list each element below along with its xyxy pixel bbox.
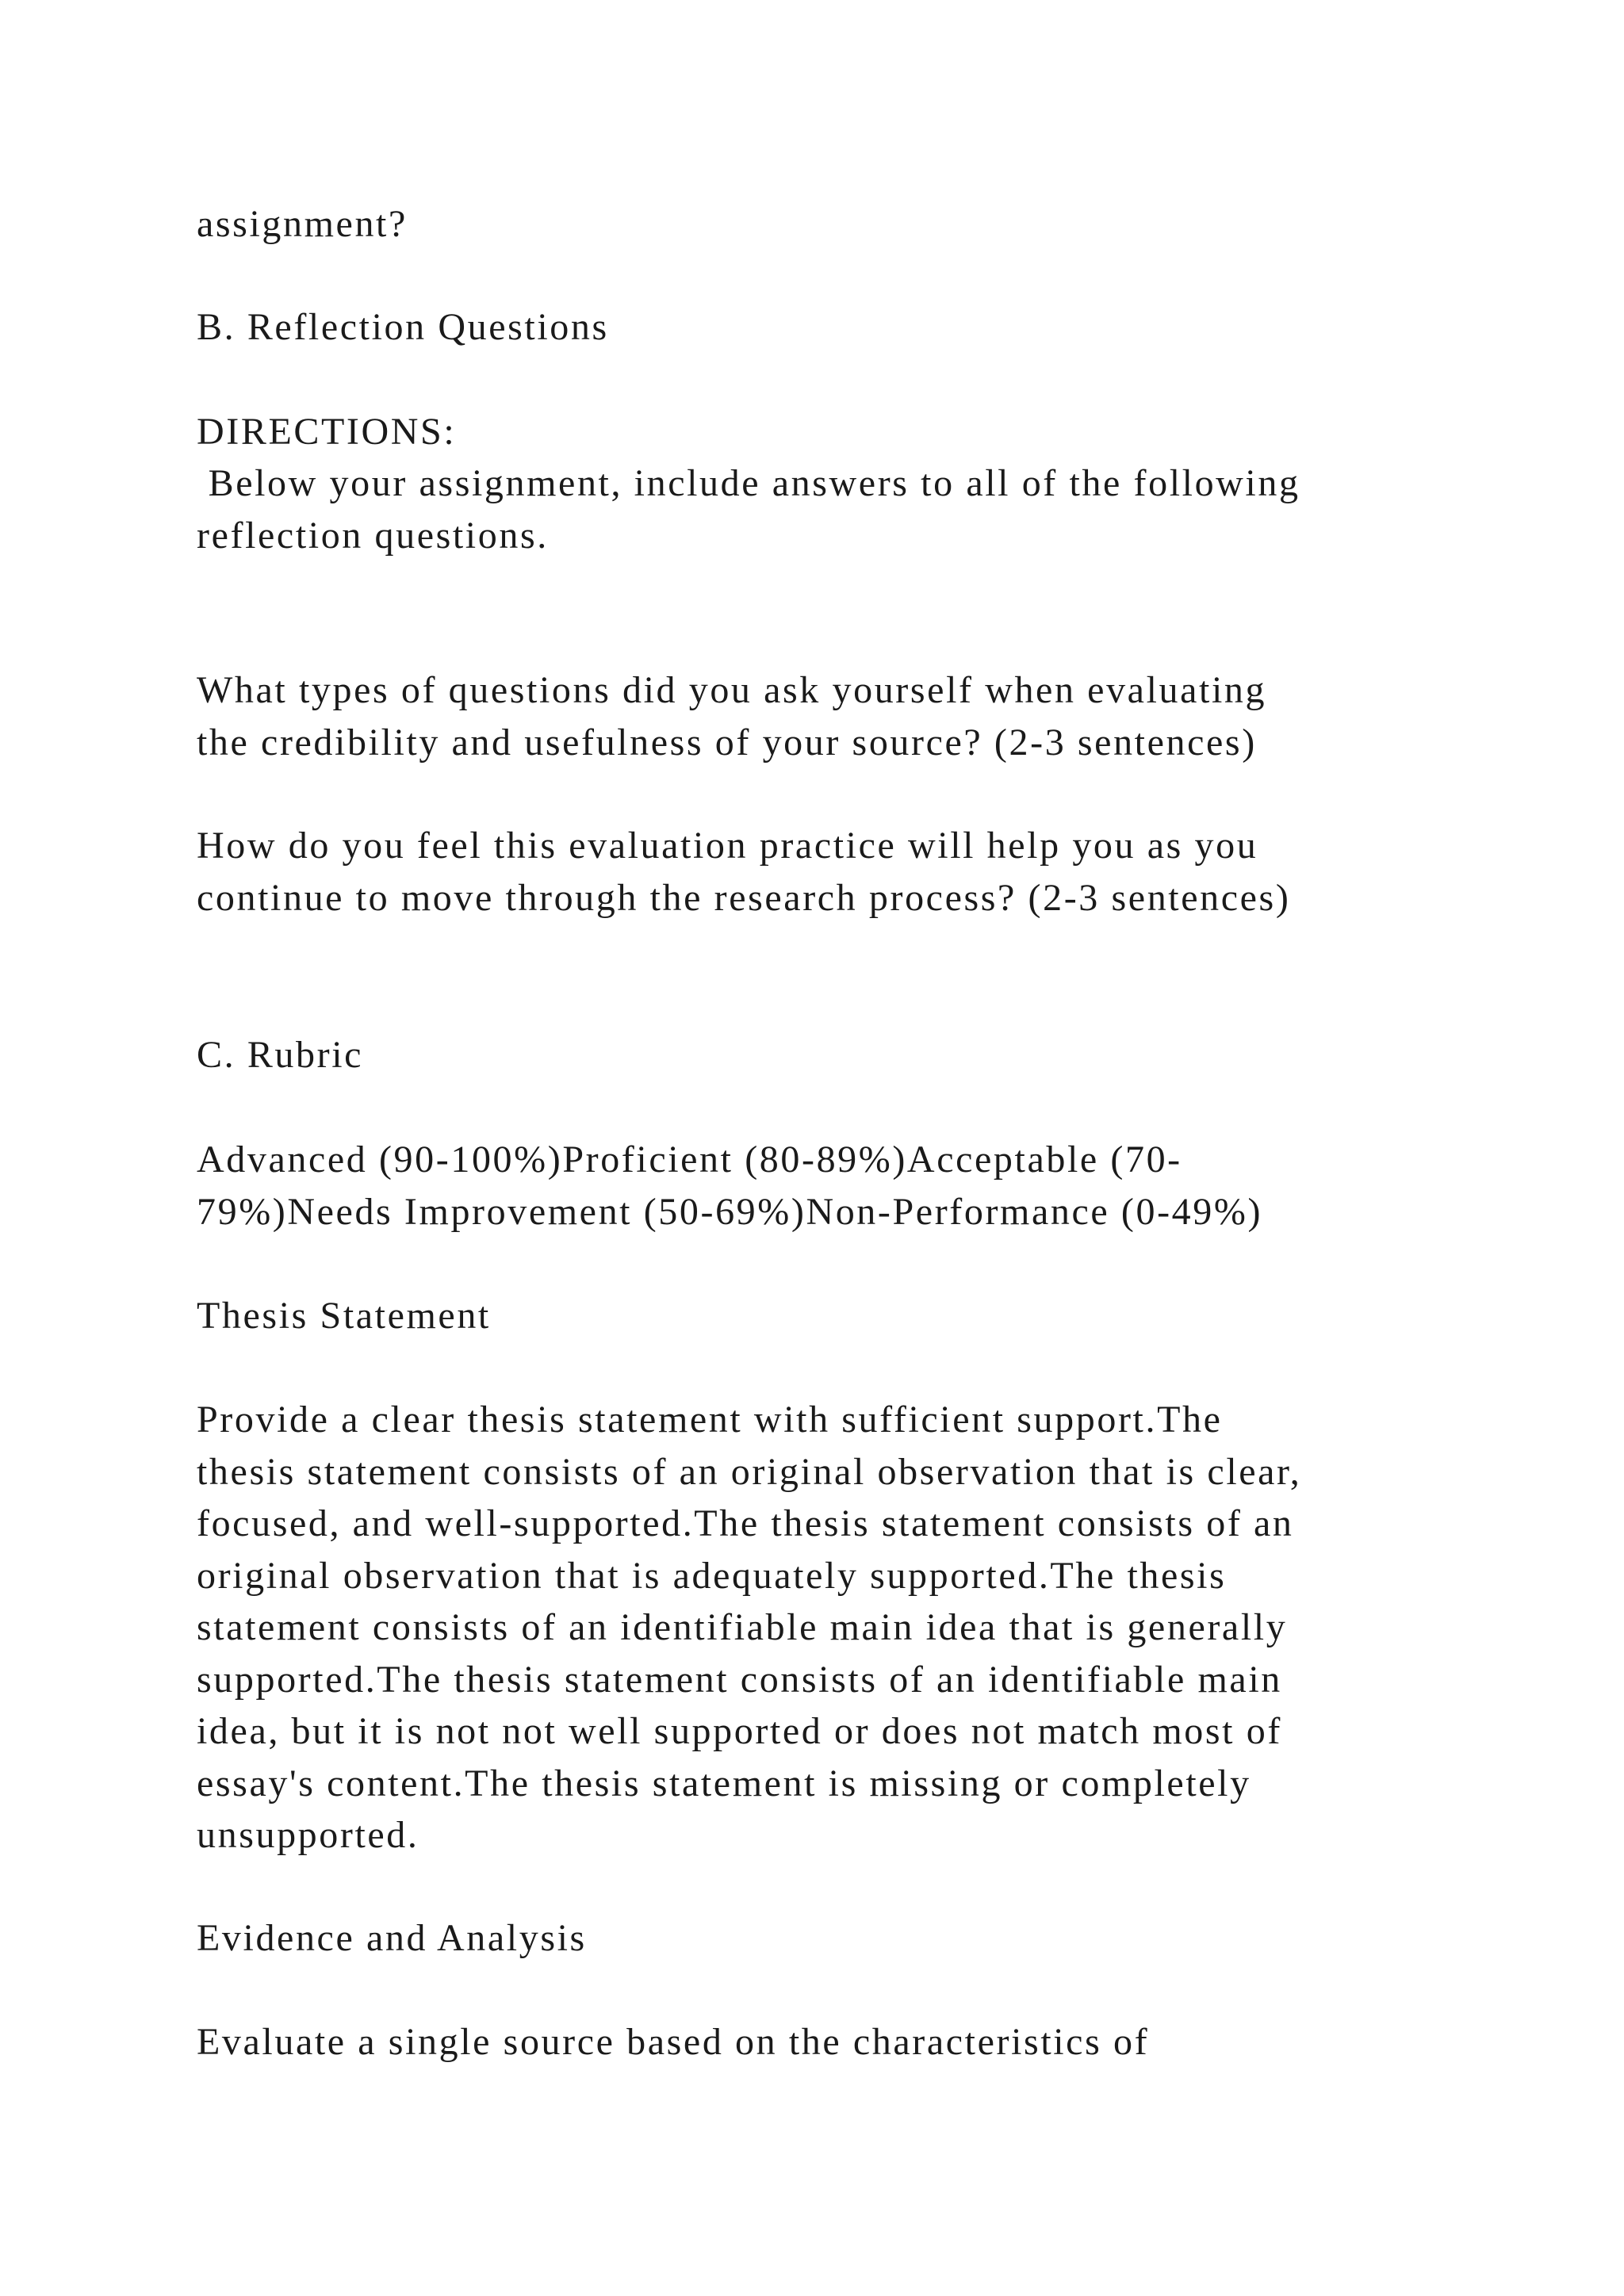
- reflection-question-1: What types of questions did you ask yourself when evaluating the credibility and usefulness of your source? (2-3 sentences): [197, 669, 1267, 763]
- assignment-line: assignment?: [197, 203, 408, 245]
- section-c-heading: C. Rubric: [197, 1034, 364, 1076]
- directions-label: DIRECTIONS:: [197, 411, 457, 453]
- criterion-thesis-title: Thesis Statement: [197, 1295, 491, 1337]
- directions-text: Below your assignment, include answers to all of the following reflection questions.: [197, 462, 1300, 557]
- criterion-evidence-text: Evaluate a single source based on the characteristics of: [197, 2021, 1150, 2063]
- reflection-question-2: How do you feel this evaluation practice will help you as you continue to move through the research process? (2-3 sentences): [197, 825, 1291, 919]
- rubric-levels: Advanced (90-100%)Proficient (80-89%)Acceptable (70- 79%)Needs Improvement (50-69%)Non-Performance (0-49%): [197, 1138, 1263, 1233]
- section-b-heading: B. Reflection Questions: [197, 306, 609, 348]
- criterion-thesis-text: Provide a clear thesis statement with sufficient support.The thesis statement consists of an original observation that is clear, focused, and well-supported.The thesis statement consists of an original observation that is adequately supported.The thesis statement consists of an identifiable main idea that is generally supported.The thesis statement consists of an identifiable main idea, but it is not not well supported or does not match most of essay's content.The thesis statement is missing or completely unsupported.: [197, 1399, 1302, 1856]
- criterion-evidence-title: Evidence and Analysis: [197, 1917, 587, 1959]
